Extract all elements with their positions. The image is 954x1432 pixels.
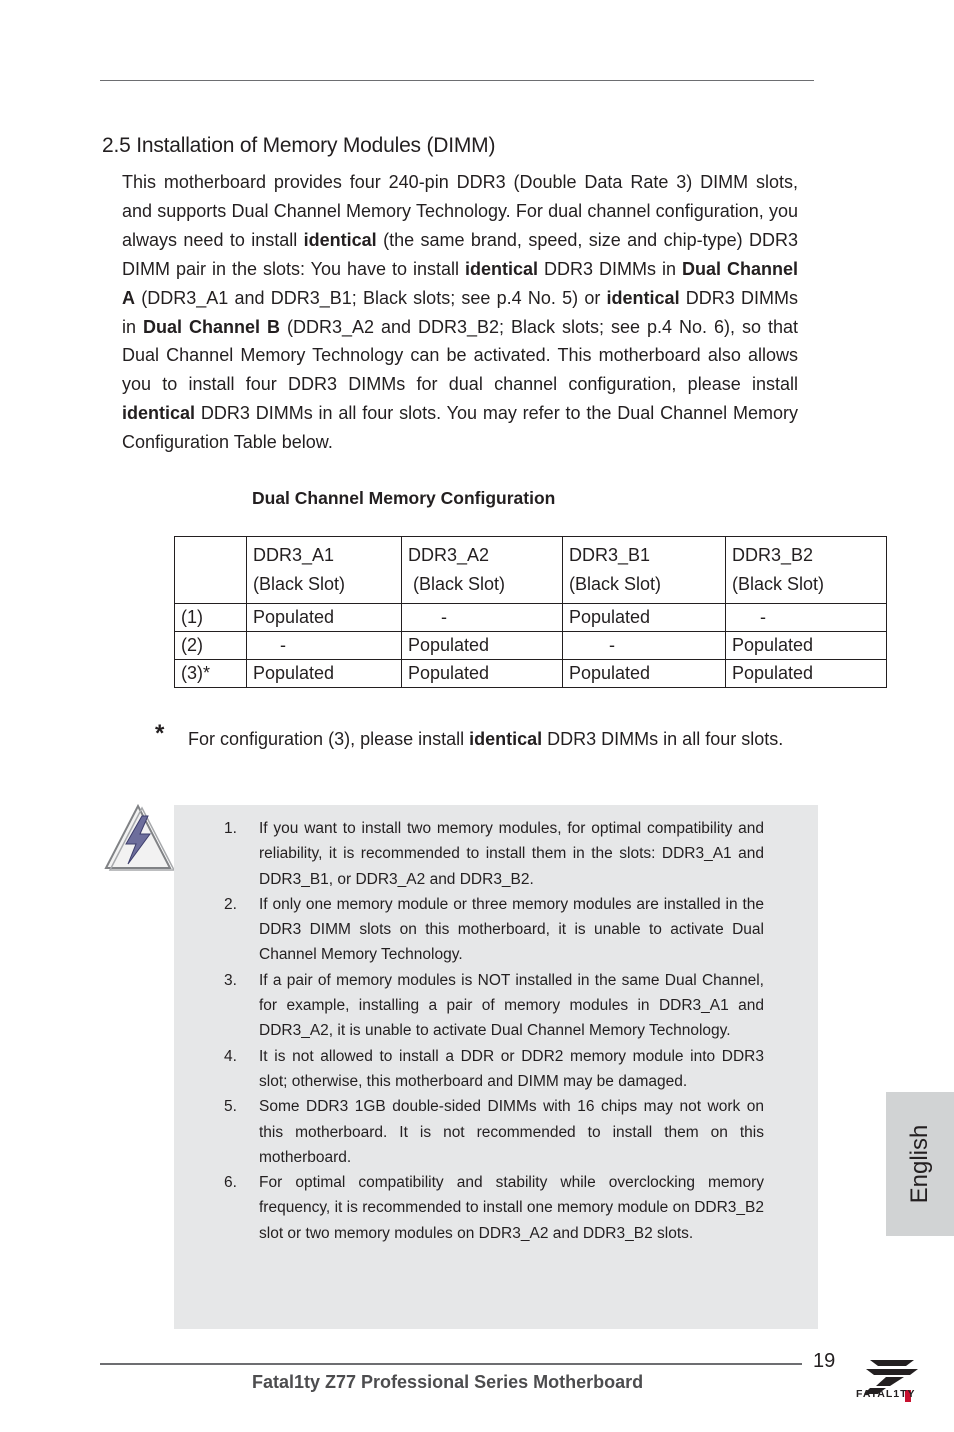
note-text: If you want to install two memory modules, for optimal compatibility and reliability, it is recommended to install them in the slots: DDR3_A1 and DDR3_B1, or DDR3_A2 and DDR3_B2. — [259, 820, 764, 888]
bold-run: Dual Channel B — [143, 316, 280, 337]
table-row — [175, 604, 887, 632]
footnote-text — [188, 720, 788, 759]
table-cell: Populated — [563, 604, 726, 632]
note-item — [224, 1044, 764, 1095]
header-corner-cell — [175, 537, 247, 604]
notes-list — [224, 816, 764, 1246]
bottom-rule — [100, 1363, 802, 1365]
table-cell: Populated — [247, 604, 402, 632]
top-rule — [100, 80, 814, 81]
footnote-asterisk: * — [155, 720, 165, 747]
note-text: If only one memory module or three memory modules are installed in the DDR3 DIMM slots on this motherboard, it is unable to activate Dual Channel Memory Technology. — [259, 895, 764, 964]
note-item — [224, 892, 764, 968]
header-slot-color: (Black Slot) — [732, 574, 825, 594]
table-row — [175, 660, 887, 688]
header-slot-name: DDR3_A1 — [253, 545, 335, 565]
table-cell: - — [402, 604, 563, 632]
header-cell-ddr3-a2 — [402, 537, 563, 604]
logo-wordmark: FATAL1TY — [856, 1388, 916, 1400]
text-run: DDR3 DIMMs in — [538, 258, 683, 279]
section-title: 2.5 Installation of Memory Modules (DIMM) — [102, 134, 496, 157]
table-cell: Populated — [247, 660, 402, 688]
header-slot-name: DDR3_A2 — [408, 545, 490, 565]
row-label: (3)* — [175, 660, 247, 688]
text-run: DDR3 DIMMs in — [122, 287, 799, 337]
header-slot-color: (Black Slot) — [253, 574, 346, 594]
text-run: (DDR3_A1 and DDR3_B1; Black slots; see p.4 No. 5) or — [135, 287, 607, 308]
text-run: This motherboard provides four 240-pin DDR3 (Double Data Rate 3) DIMM slots, and supports Dual Channel Memory Technology. For dual channel configuration, you always need to install — [122, 172, 798, 250]
note-item — [224, 968, 764, 1044]
table-row — [175, 632, 887, 660]
dual-channel-config-table — [174, 536, 887, 688]
note-text: For optimal compatibility and stability while overclocking memory frequency, it is recommended to install one memory module on DDR3_B2 slot or two memory modules on DDR3_A2 and DDR3_B2 slots. — [259, 1174, 764, 1242]
language-tab — [886, 1092, 954, 1236]
header-slot-color: (Black Slot) — [408, 574, 506, 594]
header-slot-color: (Black Slot) — [569, 574, 662, 594]
note-number: 6. — [224, 1174, 237, 1192]
note-item — [224, 1094, 764, 1170]
bold-run: identical — [469, 729, 543, 749]
text-run: (the same brand, speed, size and chip-type) DDR3 DIMM pair in the slots: You have to install — [122, 229, 798, 279]
table-cell: - — [726, 604, 887, 632]
note-item — [224, 816, 764, 892]
header-slot-name: DDR3_B2 — [732, 545, 814, 565]
bold-run: Dual Channel A — [122, 258, 799, 308]
bold-run: identical — [465, 258, 539, 279]
row-label: (1) — [175, 604, 247, 632]
bold-run: identical — [606, 287, 680, 308]
page-number: 19 — [813, 1350, 836, 1372]
language-tab-label: English — [906, 1124, 933, 1204]
note-text: Some DDR3 1GB double-sided DIMMs with 16 chips may not work on this motherboard. It is not recommended to install them on this motherboard. — [259, 1098, 764, 1166]
table-cell: - — [247, 632, 402, 660]
table-cell: Populated — [402, 632, 563, 660]
header-cell-ddr3-b2 — [726, 537, 887, 604]
intro-paragraph — [122, 168, 798, 457]
table-cell: - — [563, 632, 726, 660]
header-cell-ddr3-b1 — [563, 537, 726, 604]
text-run: For configuration (3), please install — [188, 729, 470, 749]
text-run: (DDR3_A2 and DDR3_B2; Black slots; see p.4 No. 6), so that Dual Channel Memory Technology can be activated. This motherboard also allows you to install four DDR3 DIMMs for dual channel configuration, please install — [122, 316, 799, 395]
table-cell: Populated — [726, 632, 887, 660]
footer-text: Fatal1ty Z77 Professional Series Motherboard — [252, 1372, 644, 1392]
table-cell: Populated — [726, 660, 887, 688]
note-number: 5. — [224, 1098, 237, 1116]
bold-run: identical — [303, 229, 377, 250]
header-slot-name: DDR3_B1 — [569, 545, 651, 565]
warning-icon — [100, 800, 176, 874]
table-title: Dual Channel Memory Configuration — [252, 488, 556, 508]
note-item — [224, 1170, 764, 1246]
text-run: DDR3 DIMMs in all four slots. You may refer to the Dual Channel Memory Configuration Table below. — [122, 403, 798, 453]
note-text: It is not allowed to install a DDR or DDR2 memory module into DDR3 slot; otherwise, this motherboard and DIMM may be damaged. — [259, 1047, 764, 1090]
text-run: DDR3 DIMMs in all four slots. — [542, 729, 784, 749]
note-text: If a pair of memory modules is NOT installed in the same Dual Channel, for example, installing a pair of memory modules in DDR3_A1 and DDR3_A2, it is unable to activate Dual Channel Memory Technology. — [259, 971, 764, 1040]
table-cell: Populated — [402, 660, 563, 688]
header-cell-ddr3-a1 — [247, 537, 402, 604]
note-number: 3. — [224, 971, 237, 989]
note-number: 1. — [224, 820, 237, 837]
bold-run: identical — [122, 403, 196, 424]
row-label: (2) — [175, 632, 247, 660]
table-cell: Populated — [563, 660, 726, 688]
note-number: 2. — [224, 895, 237, 913]
note-number: 4. — [224, 1047, 237, 1065]
table-header-row — [175, 537, 887, 604]
